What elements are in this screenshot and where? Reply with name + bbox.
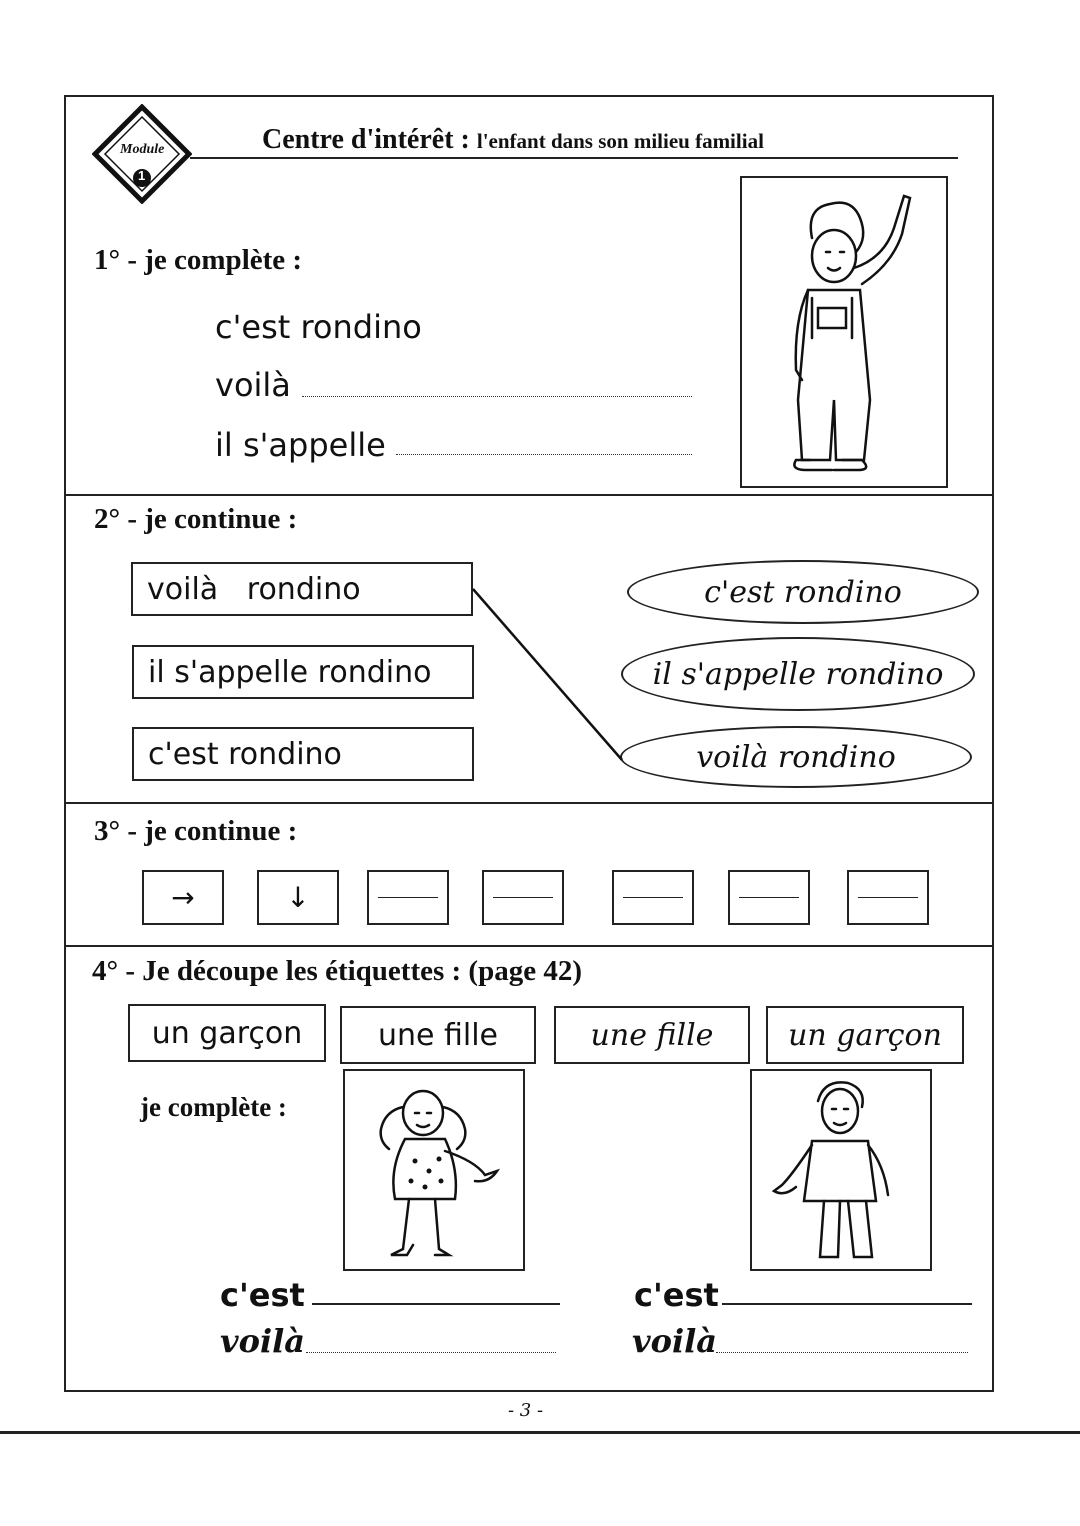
symbol-box-empty: [612, 870, 694, 925]
cut-label-fille-script: [554, 1006, 750, 1064]
symbol-box-empty: [728, 870, 810, 925]
cut-label-text: un garçon: [788, 1017, 942, 1053]
horizontal-line-icon: [739, 897, 798, 898]
girl-voila-word: voilà: [220, 1322, 305, 1360]
symbol-box-empty: [847, 870, 929, 925]
footer-rule: [0, 1431, 1080, 1434]
girl-voila-line: [306, 1352, 556, 1353]
page-number: - 3 -: [508, 1400, 544, 1421]
script-label-text: voilà rondino: [696, 739, 896, 775]
horizontal-line-icon: [623, 897, 682, 898]
script-label-text: il s'appelle rondino: [652, 656, 944, 692]
cut-label-text: une fille: [590, 1017, 714, 1053]
symbol-box-empty: [482, 870, 564, 925]
cut-label-text: une fille: [377, 1017, 499, 1053]
print-label-text: il s'appelle rondino: [148, 654, 432, 690]
ex4-heading: 4° - Je découpe les étiquettes : (page 42): [92, 955, 582, 987]
boy-cest-line: [722, 1303, 972, 1305]
boy-illustration-small: [750, 1069, 932, 1271]
horizontal-line-icon: [858, 897, 917, 898]
title-main: Centre d'intérêt :: [262, 124, 470, 155]
ex2-heading: 2° - je continue :: [94, 503, 298, 535]
horizontal-line-icon: [378, 897, 437, 898]
title-sub: l'enfant dans son milieu familial: [476, 129, 764, 153]
cut-label-text: un garçon: [151, 1015, 303, 1051]
boy-voila-line: [716, 1352, 968, 1353]
arrow-down-box: [257, 870, 339, 925]
cut-label-fille: [340, 1006, 536, 1064]
girl-cest-line: [312, 1303, 560, 1305]
ex1-line-1: c'est rondino: [215, 308, 422, 346]
ex3-heading: 3° - je continue :: [94, 815, 298, 847]
cut-label-garcon-script: [766, 1006, 964, 1064]
arrow-right-icon: →: [171, 881, 195, 914]
ex1-heading: 1° - je complète :: [94, 244, 303, 276]
girl-cest-word: c'est: [220, 1276, 305, 1314]
ex4-sub-heading: je complète :: [140, 1092, 287, 1122]
module-number: 1: [138, 168, 146, 183]
boy-cest-word: c'est: [634, 1276, 719, 1314]
arrow-right-box: [142, 870, 224, 925]
boy-voila-word: voilà: [632, 1322, 717, 1360]
print-label-text: voilà rondino: [147, 571, 361, 607]
module-label: Module: [120, 142, 165, 157]
symbol-box-empty: [367, 870, 449, 925]
print-label-text: c'est rondino: [148, 736, 342, 772]
arrow-down-icon: ↓: [286, 881, 310, 914]
ex1-line-3: il s'appelle: [215, 426, 386, 464]
script-label-text: c'est rondino: [704, 574, 902, 610]
ex1-line-2: voilà: [215, 366, 291, 404]
girl-illustration: [343, 1069, 525, 1271]
horizontal-line-icon: [493, 897, 552, 898]
cut-label-garcon: [128, 1004, 326, 1062]
